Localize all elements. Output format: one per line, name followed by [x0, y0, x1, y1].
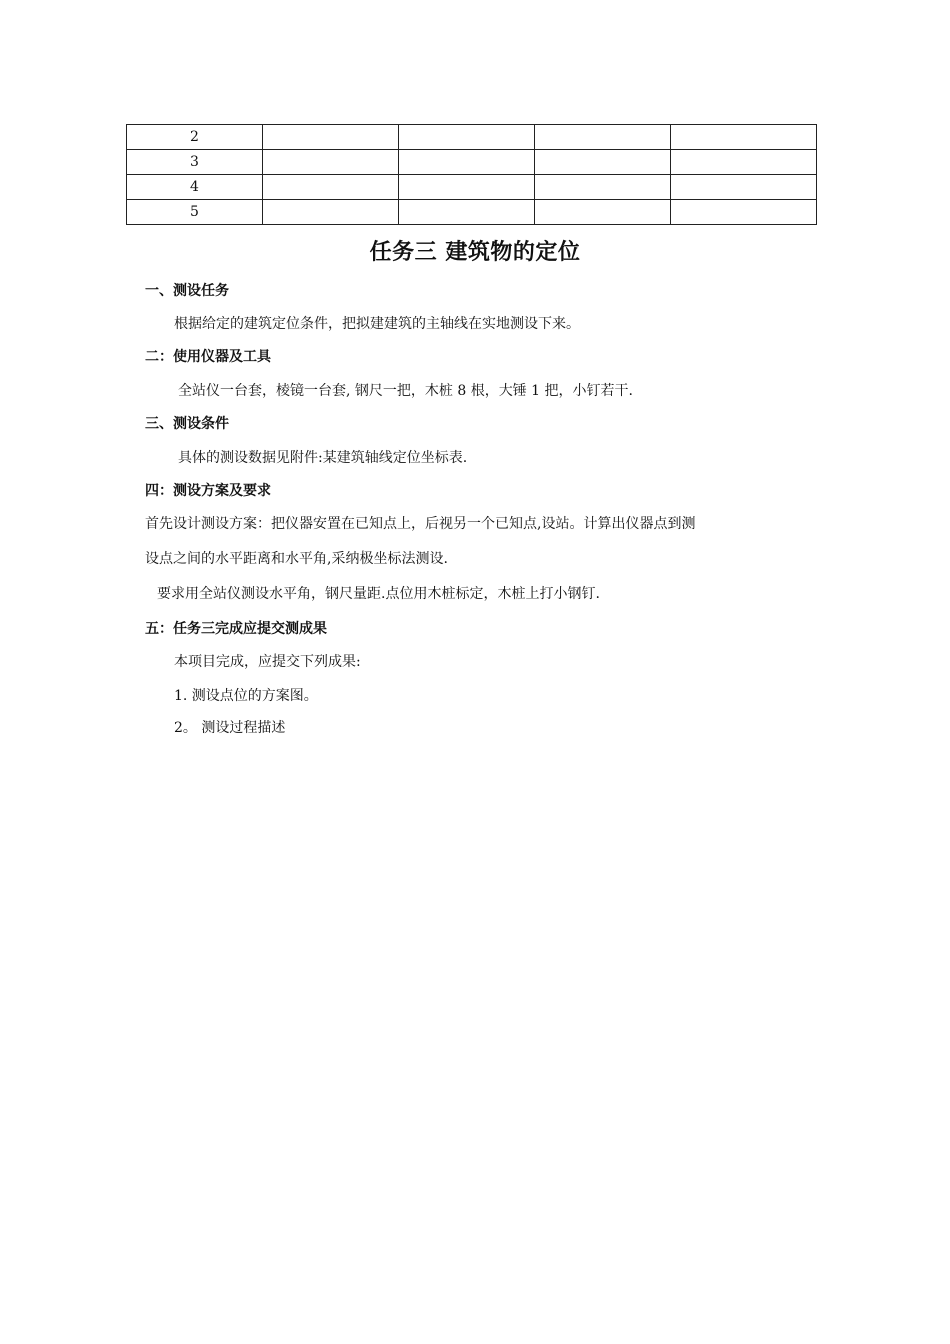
section-text-conditions: 具体的测设数据见附件:某建筑轴线定位坐标表.	[178, 450, 468, 466]
table-cell	[399, 175, 535, 200]
table-row	[127, 200, 817, 225]
table-cell	[399, 150, 535, 175]
table-cell	[535, 175, 671, 200]
table-row	[127, 175, 817, 200]
table-cell	[535, 150, 671, 175]
table-cell	[535, 200, 671, 225]
table-cell	[399, 125, 535, 150]
table-cell	[535, 125, 671, 150]
section-text-plan-line2: 设点之间的水平距离和水平角,采纳极坐标法测设.	[145, 551, 448, 567]
table-row	[127, 150, 817, 175]
table-cell	[263, 200, 399, 225]
table-cell	[671, 200, 817, 225]
table-cell	[263, 175, 399, 200]
table-cell: 5	[127, 200, 263, 225]
section-heading-tools: 二：使用仪器及工具	[145, 349, 271, 365]
table-cell	[263, 125, 399, 150]
list-item: 2。 测设过程描述	[174, 720, 286, 736]
section-heading-task: 一、测设任务	[145, 283, 229, 299]
table-cell	[671, 125, 817, 150]
section-text-tools: 全站仪一台套，棱镜一台套, 钢尺一把，木桩 8 根，大锤 1 把，小钉若干.	[178, 383, 633, 399]
table-cell	[263, 150, 399, 175]
table-cell: 3	[127, 150, 263, 175]
page-title: 任务三 建筑物的定位	[369, 240, 581, 265]
table-cell	[671, 150, 817, 175]
section-text-deliverables-intro: 本项目完成，应提交下列成果:	[174, 654, 361, 670]
list-item: 1. 测设点位的方案图。	[174, 688, 318, 704]
section-text-task: 根据给定的建筑定位条件，把拟建建筑的主轴线在实地测设下来。	[174, 316, 580, 332]
table-row	[127, 125, 817, 150]
section-heading-plan: 四：测设方案及要求	[145, 483, 271, 499]
coordinate-table	[126, 124, 817, 225]
section-text-plan-line1: 首先设计测设方案：把仪器安置在已知点上，后视另一个已知点,设站。计算出仪器点到测	[145, 516, 696, 532]
section-text-plan-line3: 要求用全站仪测设水平角，钢尺量距.点位用木桩标定，木桩上打小钢钉.	[157, 586, 600, 602]
table-cell: 4	[127, 175, 263, 200]
section-heading-deliverables: 五：任务三完成应提交测成果	[145, 621, 327, 637]
table-cell	[671, 175, 817, 200]
table-cell	[399, 200, 535, 225]
section-heading-conditions: 三、测设条件	[145, 416, 229, 432]
table-cell: 2	[127, 125, 263, 150]
